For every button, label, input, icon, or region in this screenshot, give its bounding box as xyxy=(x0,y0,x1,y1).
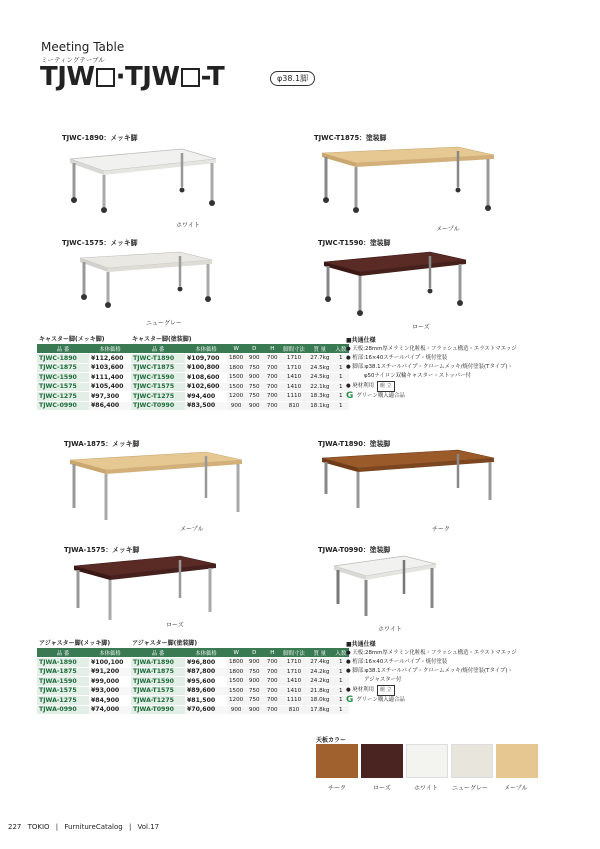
cell: ¥100,800 xyxy=(185,363,227,373)
cell: TJWC-T1890 xyxy=(131,354,185,364)
cell: 24.2kg xyxy=(307,677,333,687)
cell: 1 xyxy=(333,354,349,364)
cell: 1800 xyxy=(229,364,244,371)
table-image-adjuster-white xyxy=(330,554,440,624)
cell: TJWC-1590 xyxy=(37,373,89,383)
cell: TJWA-T1275 xyxy=(131,696,185,706)
spec-heading: ■共通仕様 xyxy=(346,641,376,648)
cell: TJWC-0990 xyxy=(37,401,89,411)
green-label: グリーン購入適合品 xyxy=(356,393,405,399)
cell: 27.4kg xyxy=(307,658,333,668)
spec-line: ● 天板:28mm厚メラミン化粧板・フラッシュ構造・エラストマエッジ xyxy=(346,346,517,352)
table-label-painted: キャスター脚(塗装脚) xyxy=(132,336,192,343)
table-row xyxy=(37,392,349,402)
cell: 700 xyxy=(263,354,281,364)
model-part1: TJW xyxy=(40,62,95,92)
cell: 1200 xyxy=(229,697,244,704)
cell: 1800 xyxy=(229,668,244,675)
cell: ¥103,600 xyxy=(89,363,131,373)
header-cell: 脚間寸法 xyxy=(281,344,307,354)
swatch-rose xyxy=(361,744,403,778)
cell: TJWA-0990 xyxy=(37,705,89,715)
header-cell: 品 番 xyxy=(37,344,89,354)
spec-line: ● 桁部:16×40スチールパイプ・焼付塗装 xyxy=(346,355,448,361)
cell: ¥112,600 xyxy=(89,354,131,364)
cell: TJWA-1890 xyxy=(37,658,89,668)
cell: 1 xyxy=(333,696,349,706)
color-label: ホワイト xyxy=(176,222,200,229)
cell: TJWA-T1890 xyxy=(131,658,185,668)
cell: 700 xyxy=(263,401,281,411)
cell: 1 xyxy=(333,392,349,402)
cell: 1500 xyxy=(229,374,244,381)
table-image-adjuster-rose xyxy=(70,554,220,624)
cell: ¥93,000 xyxy=(89,686,131,696)
product-caption: TJWC-T1590：塗装脚 xyxy=(318,239,391,247)
cell: 24.2kg xyxy=(307,667,333,677)
spec-block-adjuster xyxy=(346,640,586,705)
cell: ¥84,900 xyxy=(89,696,131,706)
cell: 810 xyxy=(281,705,307,715)
header-cell: 品 番 xyxy=(131,648,185,658)
swatch-label: ローズ xyxy=(373,785,391,792)
cell: TJWC-1875 xyxy=(37,363,89,373)
cell: TJWC-1890 xyxy=(37,354,89,364)
cell: TJWC-T1875 xyxy=(131,363,185,373)
recycle-row xyxy=(346,685,586,696)
cell: TJWC-1575 xyxy=(37,382,89,392)
product-caption: TJWA-T0990：塗装脚 xyxy=(318,546,391,554)
table-row xyxy=(37,686,349,696)
table-image-painted-rose xyxy=(320,248,470,318)
cell: 18.0kg xyxy=(307,696,333,706)
green-purchase-icon: G xyxy=(346,391,354,401)
cell: ¥70,600 xyxy=(185,705,227,715)
color-label: チーク xyxy=(432,526,451,533)
header-cell: W xyxy=(227,648,245,658)
catalog-name: FurnitureCatalog xyxy=(64,823,123,831)
cell: 1500 xyxy=(229,678,244,685)
table-row xyxy=(37,667,349,677)
header-cell: 本体価格 xyxy=(89,344,131,354)
footer-divider: | xyxy=(55,823,59,831)
cell: 1410 xyxy=(281,677,307,687)
catalog-volume: Vol.17 xyxy=(137,823,160,831)
green-row xyxy=(346,392,586,401)
cell: 1 xyxy=(333,658,349,668)
spec-line: φ50ナイロン双輪キャスター・ストッパー付 xyxy=(364,373,471,379)
product-caption: TJWC-1890：メッキ脚 xyxy=(62,134,138,142)
green-row xyxy=(346,696,586,705)
table-header-row xyxy=(37,648,349,658)
product-caption: TJWA-1575：メッキ脚 xyxy=(64,546,140,554)
header-cell: 本体価格 xyxy=(185,344,227,354)
table-row xyxy=(37,401,349,411)
cell: 700 xyxy=(263,392,281,402)
cell: 1710 xyxy=(281,658,307,668)
cell: 750 xyxy=(245,696,263,706)
footer-divider: | xyxy=(128,823,132,831)
spec-line: アジャスター付 xyxy=(364,677,402,683)
cell: 1800 xyxy=(229,355,244,362)
color-label: ローズ xyxy=(412,324,430,331)
cell: TJWC-T1590 xyxy=(131,373,185,383)
cell: 1200 xyxy=(229,393,244,400)
header-cell: D xyxy=(245,344,263,354)
green-purchase-icon: G xyxy=(346,695,354,705)
cell: 18.3kg xyxy=(307,392,333,402)
color-label: メープル xyxy=(436,226,460,233)
color-label: ローズ xyxy=(166,622,184,629)
header-cell: D xyxy=(245,648,263,658)
header-cell: 入数 xyxy=(333,344,349,354)
swatch-label: ニューグレー xyxy=(452,785,489,792)
cell: 1 xyxy=(333,363,349,373)
series-title: Meeting Table xyxy=(41,40,125,54)
cell: 700 xyxy=(263,696,281,706)
recycle-label: ● 廃材利用 xyxy=(346,687,374,693)
cell: ¥81,500 xyxy=(185,696,227,706)
cell: 18.1kg xyxy=(307,401,333,411)
cell: ¥111,400 xyxy=(89,373,131,383)
cell: 750 xyxy=(245,382,263,392)
cell: TJWC-1275 xyxy=(37,392,89,402)
cell: ¥109,700 xyxy=(185,354,227,364)
cell: 750 xyxy=(245,686,263,696)
cell: ¥108,600 xyxy=(185,373,227,383)
model-number xyxy=(40,62,224,92)
swatch-maple xyxy=(496,744,538,778)
cell: 1110 xyxy=(281,392,307,402)
table-label-plated: アジャスター脚(メッキ脚) xyxy=(39,640,111,647)
cell: 700 xyxy=(263,667,281,677)
cell: TJWA-1275 xyxy=(37,696,89,706)
cell: ¥83,500 xyxy=(185,401,227,411)
series-subtitle: ミーティングテーブル xyxy=(41,56,105,64)
table-label-plated: キャスター脚(メッキ脚) xyxy=(39,336,105,343)
header-cell: 入数 xyxy=(333,648,349,658)
table-row xyxy=(37,382,349,392)
header-cell: 本体価格 xyxy=(89,648,131,658)
cell: 1 xyxy=(333,382,349,392)
spec-line: ● 脚部:φ38.1スチールパイプ・クロームメッキ/焼付塗装(Tタイプ)・ xyxy=(346,668,513,674)
spec-line: ● 脚部:φ38.1スチールパイプ・クロームメッキ/焼付塗装(Tタイプ)・ xyxy=(346,364,513,370)
color-label: ホワイト xyxy=(378,626,402,633)
cell: ¥97,300 xyxy=(89,392,131,402)
table-image-caster-white xyxy=(62,145,222,215)
table-row xyxy=(37,658,349,668)
cell: 900 xyxy=(245,401,263,411)
cell: TJWC-T0990 xyxy=(131,401,185,411)
assembly-badge: 組 立 xyxy=(377,381,395,392)
swatch-white xyxy=(406,744,448,778)
swatch-newgrey xyxy=(451,744,493,778)
header-cell: H xyxy=(263,648,281,658)
spec-heading: ■共通仕様 xyxy=(346,337,376,344)
cell: ¥74,000 xyxy=(89,705,131,715)
color-label: メープル xyxy=(180,526,204,533)
table-header-row xyxy=(37,344,349,354)
cell: TJWA-T1575 xyxy=(131,686,185,696)
cell: 1110 xyxy=(281,696,307,706)
brand-name: TOKIO xyxy=(27,823,50,831)
cell: 1410 xyxy=(281,382,307,392)
top-color-heading: 天板カラー xyxy=(316,737,347,744)
cell: ¥96,800 xyxy=(185,658,227,668)
cell: 900 xyxy=(245,705,263,715)
cell: 750 xyxy=(245,363,263,373)
table-row xyxy=(37,354,349,364)
recycle-row xyxy=(346,381,586,392)
cell: 900 xyxy=(245,658,263,668)
cell: 1500 xyxy=(229,383,244,390)
cell: 700 xyxy=(263,658,281,668)
cell: 810 xyxy=(281,401,307,411)
green-label: グリーン購入適合品 xyxy=(356,697,405,703)
cell: 1500 xyxy=(229,687,244,694)
color-label: ニューグレー xyxy=(146,320,183,327)
cell: 750 xyxy=(245,392,263,402)
swatch-label: チーク xyxy=(328,785,347,792)
cell: 1 xyxy=(333,373,349,383)
recycle-label: ● 廃材利用 xyxy=(346,383,374,389)
product-caption: TJWA-T1890：塗装脚 xyxy=(318,440,391,448)
caster-price-table xyxy=(37,344,349,411)
cell: 700 xyxy=(263,677,281,687)
header-cell: 質 量 xyxy=(307,344,333,354)
header-cell: 品 番 xyxy=(131,344,185,354)
cell: 700 xyxy=(263,686,281,696)
product-caption: TJWC-T1875：塗装脚 xyxy=(314,134,387,142)
header-cell: 脚間寸法 xyxy=(281,648,307,658)
cell: 21.8kg xyxy=(307,686,333,696)
cell: 900 xyxy=(245,677,263,687)
table-label-painted: アジャスター脚(塗装脚) xyxy=(132,640,198,647)
cell: 700 xyxy=(263,705,281,715)
cell: 22.1kg xyxy=(307,382,333,392)
cell: TJWC-T1275 xyxy=(131,392,185,402)
cell: ¥87,800 xyxy=(185,667,227,677)
adjuster-price-table xyxy=(37,648,349,715)
cell: ¥99,000 xyxy=(89,677,131,687)
cell: TJWA-T0990 xyxy=(131,705,185,715)
cell: TJWA-1575 xyxy=(37,686,89,696)
product-caption: TJWA-1875：メッキ脚 xyxy=(64,440,140,448)
cell: 900 xyxy=(227,705,245,715)
cell: 1710 xyxy=(281,667,307,677)
footer xyxy=(8,823,163,831)
spec-line: ● 天板:28mm厚メラミン化粧板・フラッシュ構造・エラストマエッジ xyxy=(346,650,517,656)
cell: ¥95,600 xyxy=(185,677,227,687)
cell: 1410 xyxy=(281,686,307,696)
page-number: 227 xyxy=(8,823,22,831)
cell: 750 xyxy=(245,667,263,677)
cell: 24.5kg xyxy=(307,373,333,383)
table-image-adjuster-maple xyxy=(66,450,246,525)
cell: 700 xyxy=(263,373,281,383)
cell: TJWA-T1590 xyxy=(131,677,185,687)
table-row xyxy=(37,696,349,706)
table-row xyxy=(37,363,349,373)
cell: ¥91,200 xyxy=(89,667,131,677)
cell: ¥89,600 xyxy=(185,686,227,696)
model-placeholder-box xyxy=(181,68,200,87)
cell: 900 xyxy=(227,401,245,411)
table-row xyxy=(37,677,349,687)
table-row xyxy=(37,373,349,383)
swatch-teak xyxy=(316,744,358,778)
cell: 1 xyxy=(333,705,349,715)
header-cell: H xyxy=(263,344,281,354)
cell: ¥94,400 xyxy=(185,392,227,402)
cell: TJWC-T1575 xyxy=(131,382,185,392)
header-cell: 本体価格 xyxy=(185,648,227,658)
cell: 900 xyxy=(245,354,263,364)
swatch-label: メープル xyxy=(504,785,528,792)
cell: 27.7kg xyxy=(307,354,333,364)
cell: TJWA-T1875 xyxy=(131,667,185,677)
table-row xyxy=(37,705,349,715)
spec-line: ● 桁部:16×40スチールパイプ・焼付塗装 xyxy=(346,659,448,665)
cell: 1710 xyxy=(281,354,307,364)
header-cell: W xyxy=(227,344,245,354)
cell: 1 xyxy=(333,401,349,411)
spec-block-caster xyxy=(346,336,586,401)
swatch-label: ホワイト xyxy=(414,785,438,792)
cell: 1 xyxy=(333,686,349,696)
cell: 1 xyxy=(333,667,349,677)
cell: 1 xyxy=(333,677,349,687)
cell: 700 xyxy=(263,382,281,392)
cell: TJWA-1875 xyxy=(37,667,89,677)
cell: ¥102,600 xyxy=(185,382,227,392)
table-image-adjuster-teak xyxy=(318,448,498,523)
cell: 1710 xyxy=(281,363,307,373)
model-placeholder-box xyxy=(96,68,115,87)
cell: 700 xyxy=(263,363,281,373)
header-cell: 質 量 xyxy=(307,648,333,658)
cell: ¥105,400 xyxy=(89,382,131,392)
table-image-painted-maple xyxy=(318,145,498,220)
assembly-badge: 組 立 xyxy=(377,685,395,696)
table-image-caster-newgrey xyxy=(76,250,216,310)
cell: ¥100,100 xyxy=(89,658,131,668)
cell: 1800 xyxy=(229,659,244,666)
model-suffix: -T xyxy=(200,62,225,92)
cell: 17.8kg xyxy=(307,705,333,715)
model-sep: ·TJW xyxy=(115,62,180,92)
cell: 24.5kg xyxy=(307,363,333,373)
product-caption: TJWC-1575：メッキ脚 xyxy=(62,239,138,247)
cell: ¥86,400 xyxy=(89,401,131,411)
cell: TJWA-1590 xyxy=(37,677,89,687)
pipe-size-badge: φ38.1脚 xyxy=(270,71,315,86)
header-cell: 品 番 xyxy=(37,648,89,658)
cell: 1410 xyxy=(281,373,307,383)
cell: 900 xyxy=(245,373,263,383)
